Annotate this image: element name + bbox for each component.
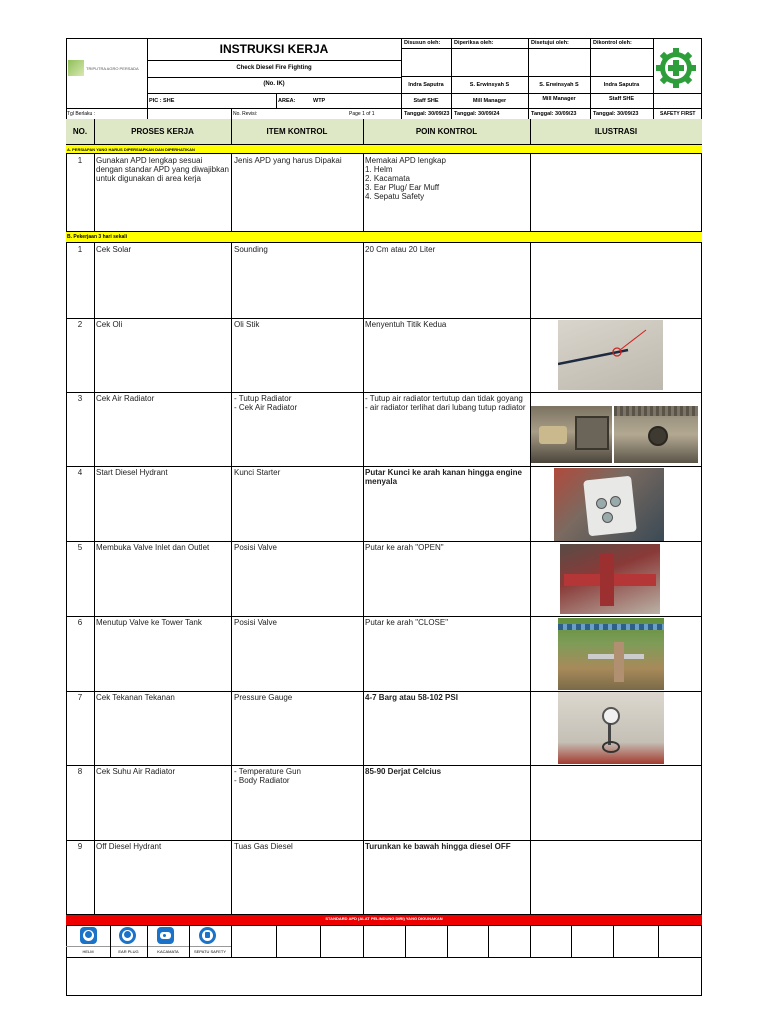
signoff-role: Dikontrol oleh: xyxy=(593,40,632,46)
section-b-title: B. Pekerjaan 3 hari sekali xyxy=(67,234,128,240)
page-title: INSTRUKSI KERJA xyxy=(219,42,329,56)
signoff-name: S. Erwinsyah S xyxy=(539,82,579,88)
area-value: WTP xyxy=(313,98,326,104)
oil-dipstick-photo xyxy=(558,320,663,390)
signoff-role: Disetujui oleh: xyxy=(531,40,569,46)
signoff-date: Tanggal: 30/09/24 xyxy=(454,111,500,117)
row-b8-poin: 85-90 Derjat Celcius xyxy=(365,767,442,776)
row-b2-no: 2 xyxy=(77,320,83,329)
row-b5-item: Posisi Valve xyxy=(234,543,277,552)
row-b3-proses: Cek Air Radiator xyxy=(96,394,155,403)
signoff-name: S. Erwinsyah S xyxy=(469,82,510,88)
tgl-berlaku-label: Tgl Berlaku : xyxy=(67,111,96,117)
valve-close-photo xyxy=(558,618,664,690)
area-label: AREA: xyxy=(278,98,296,104)
safety-first-label: SAFETY FIRST xyxy=(660,111,696,117)
row-b9-no: 9 xyxy=(77,842,83,851)
row-b5-no: 5 xyxy=(77,543,83,552)
row-b2-item: Oli Stik xyxy=(234,320,260,329)
ppe-label-sepatu: SEPATU SAFETY xyxy=(193,949,227,954)
apd-standard-title: STANDARD APD (ALAT PELINDUNG DIRI) YANG DIGUNAKAN xyxy=(325,916,443,921)
row-b7-proses: Cek Tekanan Tekanan xyxy=(96,693,175,702)
row-a1-proses: Gunakan APD lengkap sesuai dengan standar APD yang diwajibkan untuk digunakan di area kerja xyxy=(96,156,229,183)
signoff-position: Staff SHE xyxy=(608,96,635,102)
column-header-no: NO. xyxy=(72,127,88,136)
row-b3-poin: - Tutup air radiator tertutup dan tidak goyang - air radiator terlihat dari lubang tutup radiator xyxy=(365,394,526,412)
row-b8-no: 8 xyxy=(77,767,83,776)
page-number: Page 1 of 1 xyxy=(349,111,375,117)
row-b1-proses: Cek Solar xyxy=(96,245,132,254)
signoff-date: Tanggal: 30/09/23 xyxy=(531,111,577,117)
signoff-position: Staff SHE xyxy=(413,98,439,104)
row-b8-proses: Cek Suhu Air Radiator xyxy=(96,767,176,776)
pressure-gauge-photo xyxy=(558,691,664,764)
document-subject: Check Diesel Fire Fighting xyxy=(236,65,312,71)
row-b1-poin: 20 Cm atau 20 Liter xyxy=(365,245,436,254)
starter-key-panel-photo xyxy=(554,468,664,541)
column-header-ilustrasi: ILUSTRASI xyxy=(594,127,638,136)
no-revisi-label: No. Revisi: xyxy=(233,111,258,117)
row-b5-poin: Putar ke arah "OPEN" xyxy=(365,543,444,552)
valve-open-photo xyxy=(560,544,660,614)
company-logo xyxy=(68,60,146,78)
section-b-bar xyxy=(66,231,702,243)
row-b8-item: - Temperature Gun - Body Radiator xyxy=(234,767,301,785)
company-name: TRIPUTRA AGRO PERSADA xyxy=(86,66,139,71)
row-b3-no: 3 xyxy=(77,394,83,403)
row-b3-item: - Tutup Radiator - Cek Air Radiator xyxy=(234,394,298,412)
signoff-position: Mill Manager xyxy=(542,96,576,102)
row-b4-no: 4 xyxy=(77,468,83,477)
helmet-icon xyxy=(80,927,97,944)
ear-plug-icon xyxy=(119,927,136,944)
row-b9-item: Tuas Gas Diesel xyxy=(234,842,293,851)
row-b7-item: Pressure Gauge xyxy=(234,693,293,702)
ppe-label-helm: HELM xyxy=(82,949,94,954)
radiator-cap-photo xyxy=(531,406,612,463)
row-b6-poin: Putar ke arah "CLOSE" xyxy=(365,618,449,627)
row-a1-poin: Memakai APD lengkap 1. Helm 2. Kacamata 3. Ear Plug/ Ear Muff 4. Sepatu Safety xyxy=(365,156,446,201)
row-b6-item: Posisi Valve xyxy=(234,618,277,627)
row-b9-poin: Turunkan ke bawah hingga diesel OFF xyxy=(365,842,511,851)
column-header-poin: POIN KONTROL xyxy=(415,127,478,136)
signoff-role: Diperiksa oleh: xyxy=(454,40,494,46)
signoff-date: Tanggal: 30/09/23 xyxy=(404,111,450,117)
row-b6-no: 6 xyxy=(77,618,83,627)
row-b4-item: Kunci Starter xyxy=(234,468,281,477)
column-header-proses: PROSES KERJA xyxy=(131,127,194,136)
row-a1-no: 1 xyxy=(77,156,83,165)
row-b4-proses: Start Diesel Hydrant xyxy=(96,468,168,477)
row-b9-proses: Off Diesel Hydrant xyxy=(96,842,162,851)
row-b4-poin: Putar Kunci ke arah kanan hingga engine menyala xyxy=(365,468,522,486)
row-b2-proses: Cek Oli xyxy=(96,320,123,329)
row-b1-item: Sounding xyxy=(234,245,268,254)
section-a-title: A. PERSIAPAN YANG HARUS DIPERSIAPKAN DAN DIPERHATIKAN xyxy=(67,147,195,152)
signoff-position: Mill Manager xyxy=(472,98,507,104)
pic-label: PIC : SHE xyxy=(149,98,175,104)
column-header-item: ITEM KONTROL xyxy=(266,127,328,136)
ppe-label-kacamata: KACAMATA xyxy=(157,949,179,954)
document-number: (No. IK) xyxy=(263,81,285,87)
goggles-icon xyxy=(157,927,174,944)
row-a1-item: Jenis APD yang harus Dipakai xyxy=(234,156,342,165)
row-b1-no: 1 xyxy=(77,245,83,254)
row-b5-proses: Membuka Valve Inlet dan Outlet xyxy=(96,543,210,552)
safety-cross-icon xyxy=(654,46,698,90)
ppe-label-ear-plug: EAR PLUG xyxy=(118,949,139,954)
row-b7-poin: 4-7 Barg atau 58-102 PSI xyxy=(365,693,458,702)
boot-icon xyxy=(199,927,216,944)
row-b2-poin: Menyentuh Titik Kedua xyxy=(365,320,447,329)
row-b6-proses: Menutup Valve ke Tower Tank xyxy=(96,618,202,627)
radiator-water-photo xyxy=(614,406,698,463)
signoff-name: Indra Saputra xyxy=(603,82,640,88)
signoff-name: Indra Saputra xyxy=(408,82,444,88)
signoff-role: Disusun oleh: xyxy=(404,40,441,46)
signoff-date: Tanggal: 30/09/23 xyxy=(593,111,639,117)
row-b7-no: 7 xyxy=(77,693,83,702)
